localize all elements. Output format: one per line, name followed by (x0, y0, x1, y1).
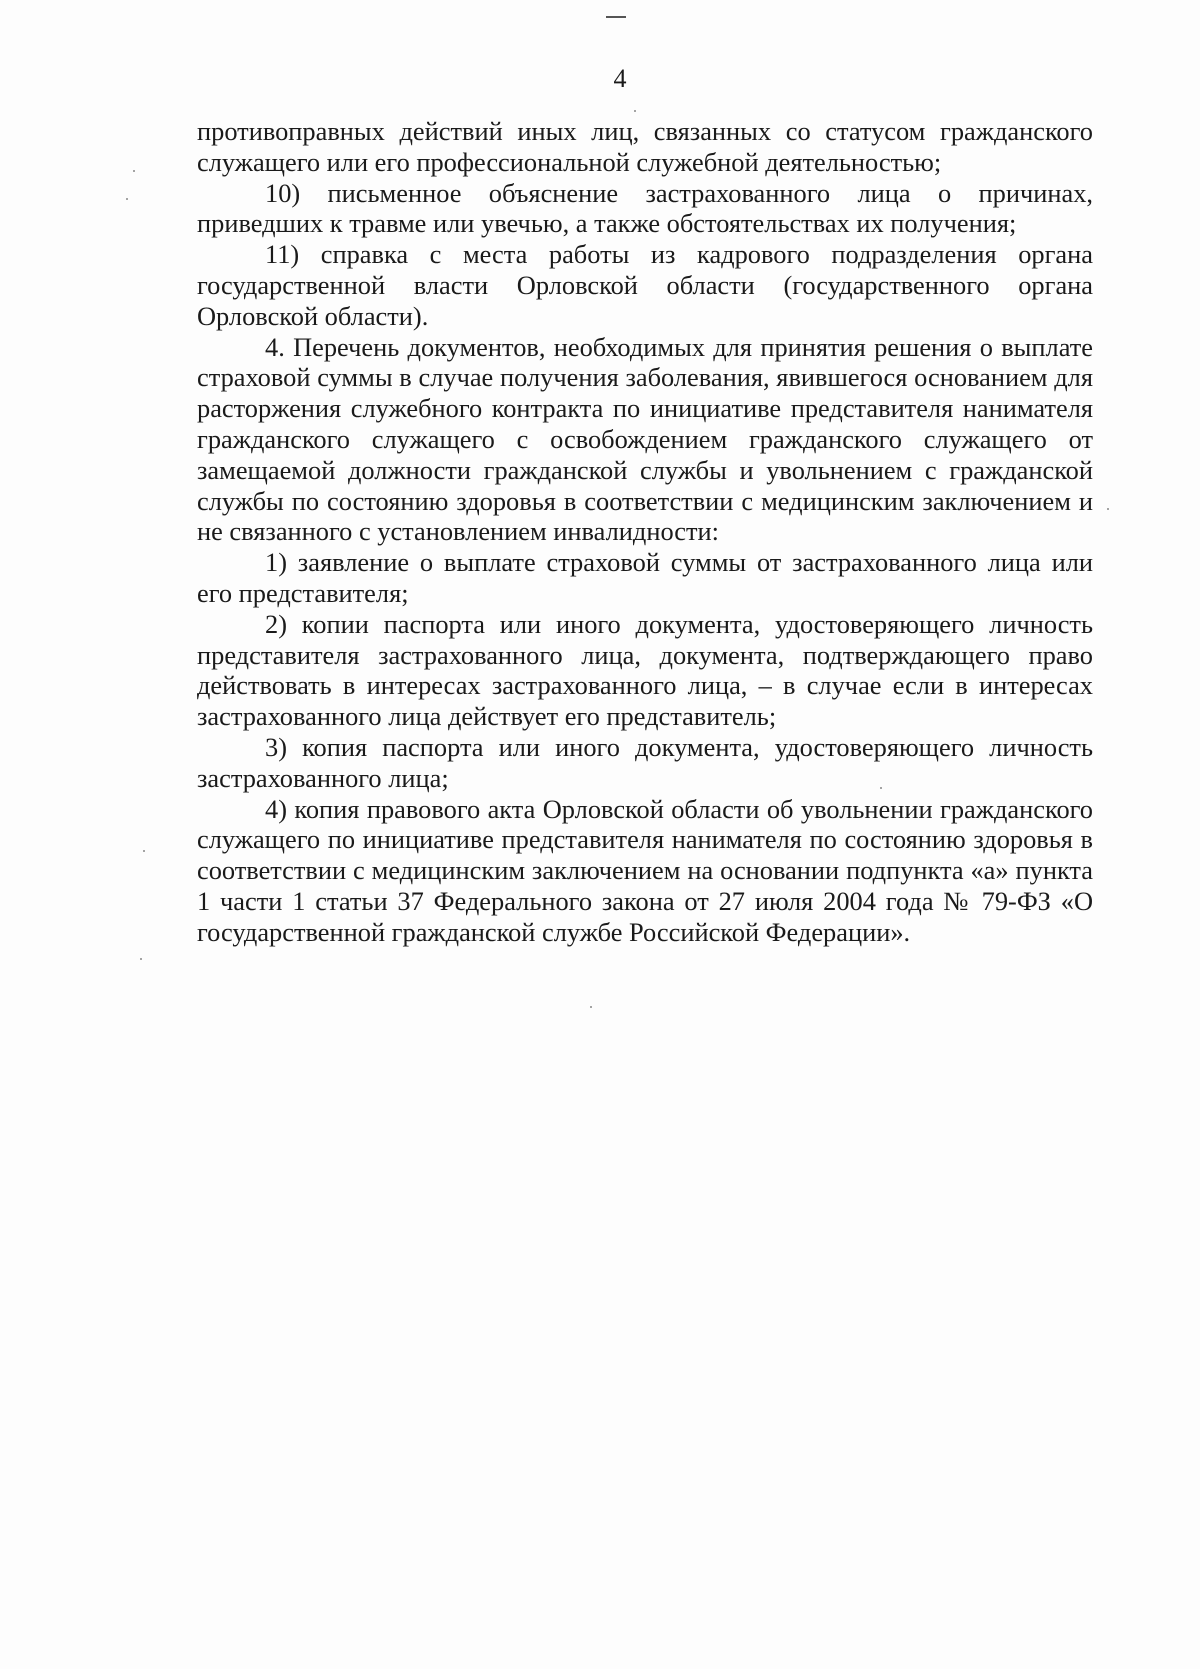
scan-speck (133, 170, 135, 172)
section-4-item-2: 2) копии паспорта или иного документа, удостоверяющего личность представителя застрахованного лица, документа, подтверждающего право действовать в интересах застрахованного лица, – в случае если в интересах застрахованного лица действует его представитель; (197, 608, 1093, 732)
scan-speck (143, 850, 145, 852)
list-item-10: 10) письменное объяснение застрахованного лица о причинах, приведших к травме или увечью, а также обстоятельствах их получения; (197, 177, 1093, 239)
section-4-item-4: 4) копия правового акта Орловской области об увольнении гражданского служащего по инициативе представителя нанимателя по состоянию здоровья в соответствии с медицинским заключением на основании подпункта «а» пункта 1 части 1 статьи 37 Федерального закона от 27 июля 2004 года № 79-ФЗ «О государственной гражданской службе Российской Федерации». (197, 793, 1093, 947)
list-item-11: 11) справка с места работы из кадрового подразделения органа государственной власти Орловской области (государственного органа Орловской области). (197, 239, 1093, 331)
scan-speck (140, 958, 142, 960)
scan-speck (880, 787, 882, 789)
paragraph-continuation: противоправных действий иных лиц, связанных со статусом гражданского служащего или его профессиональной служебной деятельностью; (197, 116, 1093, 177)
document-body (197, 116, 1093, 948)
section-4-item-3: 3) копия паспорта или иного документа, удостоверяющего личность застрахованного лица; (197, 731, 1093, 793)
scan-speck (126, 198, 128, 200)
section-4-item-1: 1) заявление о выплате страховой суммы от застрахованного лица или его представителя; (197, 547, 1093, 608)
scan-mark (606, 16, 626, 18)
scan-speck (634, 110, 636, 112)
page-number: 4 (613, 64, 627, 93)
section-4-paragraph: 4. Перечень документов, необходимых для принятия решения о выплате страховой суммы в случае получения заболевания, явившегося основанием для расторжения служебного контракта по инициативе представителя нанимателя гражданского служащего с освобождением гражданского служащего от замещаемой должности гражданской службы и увольнением с гражданской службы по состоянию здоровья в соответствии с медицинским заключением и не связанного с установлением инвалидности: (197, 331, 1093, 547)
scan-speck (1107, 508, 1109, 510)
scan-speck (590, 1006, 592, 1008)
